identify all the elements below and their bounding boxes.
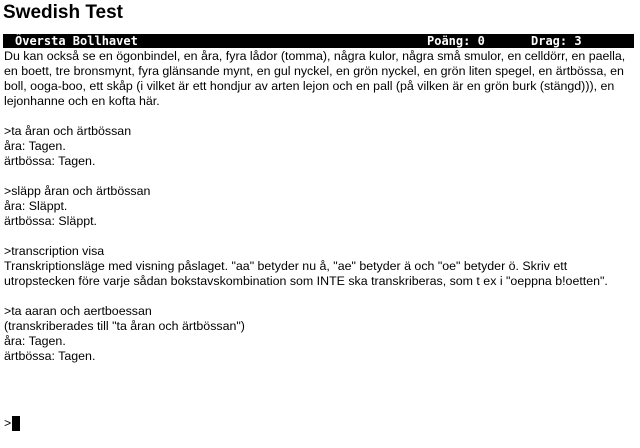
command-input-line[interactable] bbox=[4, 415, 20, 431]
response-line: åra: Tagen. bbox=[4, 139, 66, 153]
room-description-text: Du kan också se en ögonbindel, en åra, fyra lådor (tomma), några kulor, några små smulor, en celldörr, en paella, en boett, tre bronsmynt, fyra glänsande mynt, en gul nyckel, en grön nyckel, en grön liten spegel, en ärtbössa, en boll, ooga-boo, ett skåp (i vilket är ett hondjur av arten lejon och en pall (på vilken är en grön burk (stängd))), en lejonhanne och en kofta här. bbox=[4, 49, 626, 108]
command-echo: >ta aaran och aertboessan bbox=[4, 304, 152, 318]
command-block bbox=[4, 184, 632, 229]
transcript-area bbox=[4, 49, 632, 379]
command-echo: >släpp åran och ärtbössan bbox=[4, 184, 151, 198]
command-echo: >transcription visa bbox=[4, 244, 105, 258]
response-line: ärtbössa: Släppt. bbox=[4, 214, 97, 228]
response-line: åra: Släppt. bbox=[4, 199, 68, 213]
window-title: Swedish Test bbox=[3, 2, 124, 23]
status-moves: Drag: 3 bbox=[531, 34, 582, 48]
command-block bbox=[4, 304, 632, 364]
response-line: (transkriberades till "ta åran och ärtbössan") bbox=[4, 319, 245, 333]
response-line: åra: Tagen. bbox=[4, 334, 66, 348]
room-description bbox=[4, 49, 632, 109]
response-line: ärtbössa: Tagen. bbox=[4, 349, 96, 363]
command-prompt: > bbox=[4, 415, 12, 430]
status-location: Översta Bollhavet bbox=[15, 34, 138, 48]
response-line: ärtbössa: Tagen. bbox=[4, 154, 96, 168]
command-block bbox=[4, 124, 632, 169]
command-block bbox=[4, 244, 632, 289]
command-echo: >ta åran och ärtbössan bbox=[4, 124, 132, 138]
response-paragraph: Transkriptionsläge med visning påslaget. "aa" betyder nu å, "ae" betyder ä och "oe" betyder ö. Skriv ett utropstecken före varje sådan bokstavskombination som INTE ska transkriberas, som t ex i "oeppna b!oetten". bbox=[4, 259, 608, 288]
status-score: Poäng: 0 bbox=[427, 34, 485, 48]
text-cursor bbox=[12, 416, 20, 431]
status-bar bbox=[3, 34, 634, 48]
